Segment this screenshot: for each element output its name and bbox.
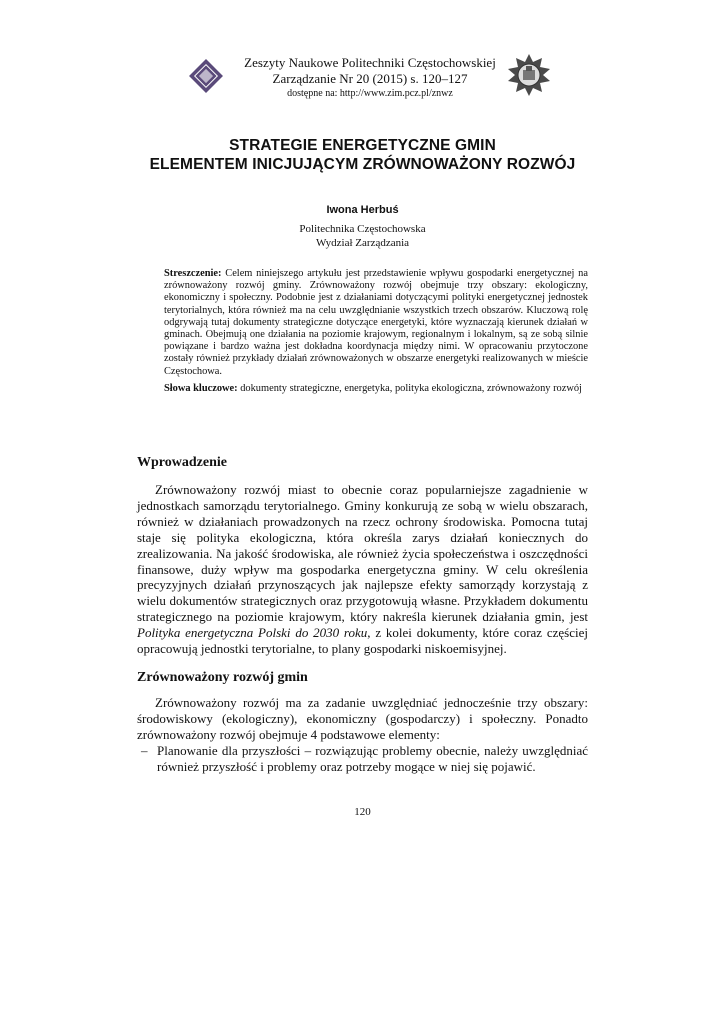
title-line-2: ELEMENTEM INICJUJĄCYM ZRÓWNOWAŻONY ROZWÓJ <box>149 156 576 173</box>
journal-info <box>226 55 514 101</box>
section-heading-introduction: Wprowadzenie <box>137 455 227 470</box>
author-affiliation <box>100 222 625 250</box>
section-introduction-body <box>137 482 588 657</box>
journal-url: dostępne na: http://www.zim.pcz.pl/znwz <box>287 88 453 99</box>
abstract-label: Streszczenie: <box>164 268 222 279</box>
list-item <box>137 743 588 775</box>
section-heading-sustainable-development: Zrównoważony rozwój gmin <box>137 670 308 685</box>
keywords-paragraph <box>164 383 588 395</box>
keywords-label: Słowa kluczowe: <box>164 382 238 394</box>
author-name: Iwona Herbuś <box>326 204 399 216</box>
abstract-block <box>164 268 588 395</box>
journal-line-2: Zarządzanie Nr 20 (2015) s. 120–127 <box>272 71 468 86</box>
abstract-paragraph <box>164 268 588 378</box>
intro-italic-title: Polityka energetyczna Polski do 2030 roku <box>137 625 368 641</box>
section-sustainable-development-body <box>137 695 588 775</box>
title-line-1: STRATEGIE ENERGETYCZNE GMIN <box>229 137 496 154</box>
abstract-text: Celem niniejszego artykułu jest przedstawienie wpływu gospodarki energetycznej na zrównoważony rozwój gminy. Zrównoważony rozwój obejmuje trzy obszary: ekologiczny, ekonomiczny i społeczny. Podobnie jest z działaniami dotyczącymi polityki energetycznej jednostek terytorialnych, która również ma na celu uwzględnianie wszystkich trzech obszarów. Kluczową rolę odgrywają tutaj dokumenty strategiczne dotyczące energetyki, które wyznaczają kierunek działań w gminach. Obejmują one działania na poziomie krajowym, regionalnym i lokalnym, są ze sobą silnie powiązane i bardzo ważna jest dokładna koordynacja między nimi. W opracowaniu przytoczone zostały również przykłady działań zrównoważonych w obszarze energetyki realizowanych w mieście Częstochowa. <box>164 268 588 377</box>
introduction-paragraph <box>137 482 588 657</box>
intro-text-part1: Zrównoważony rozwój miast to obecnie coraz popularniejsze zagadnienie w jednostkach samorządu terytorialnego. Gminy konkurują ze sobą w wielu obszarach, również w działaniach prowadzonych na rzecz ochrony środowiska. Pomocna tutaj staje się polityka ekologiczna, która określa zarys działań koniecznych do zrealizowania. Na jakość środowiska, ale również życia społeczeństwa i oszczędności finansowe, duży wpływ ma gospodarka energetyczna gminy. W celu określenia precyzyjnych działań przynoszących jak najlepsze efekty samorządy korzystają z wielu dokumentów strategicznych oraz przygotowują własne. Przykładem dokumentu strategicznego na poziomie krajowym, który nakreśla kierunek działania gmin, jest <box>137 482 588 625</box>
intro-text-part2: , z kolei dokumenty, które coraz częściej opracowują jednostki terytorialne, to plany gospodarki niskoemisyjnej. <box>137 625 588 657</box>
sustainable-paragraph: Zrównoważony rozwój ma za zadanie uwzględniać jednocześnie trzy obszary: środowiskowy (ekologiczny), ekonomiczny (gospodarczy) i społeczny. Ponadto zrównoważony rozwój obejmuje 4 podstawowe elementy: <box>137 695 588 742</box>
journal-line-1: Zeszyty Naukowe Politechniki Częstochowskiej <box>244 55 496 70</box>
list-dash: – <box>141 742 148 758</box>
list-item-text: Planowanie dla przyszłości – rozwiązując problemy obecnie, należy uwzględniać również przyszłość i problemy oraz potrzeby mogące w niej się pojawić. <box>157 742 588 774</box>
paper-title <box>100 136 625 174</box>
keywords-text: dokumenty strategiczne, energetyka, polityka ekologiczna, zrównoważony rozwój <box>240 382 582 394</box>
institution: Politechnika Częstochowska <box>299 223 426 235</box>
department: Wydział Zarządzania <box>315 237 410 249</box>
university-crest-icon <box>506 52 552 98</box>
journal-logo-icon <box>186 56 226 96</box>
page-number: 120 <box>354 806 371 818</box>
